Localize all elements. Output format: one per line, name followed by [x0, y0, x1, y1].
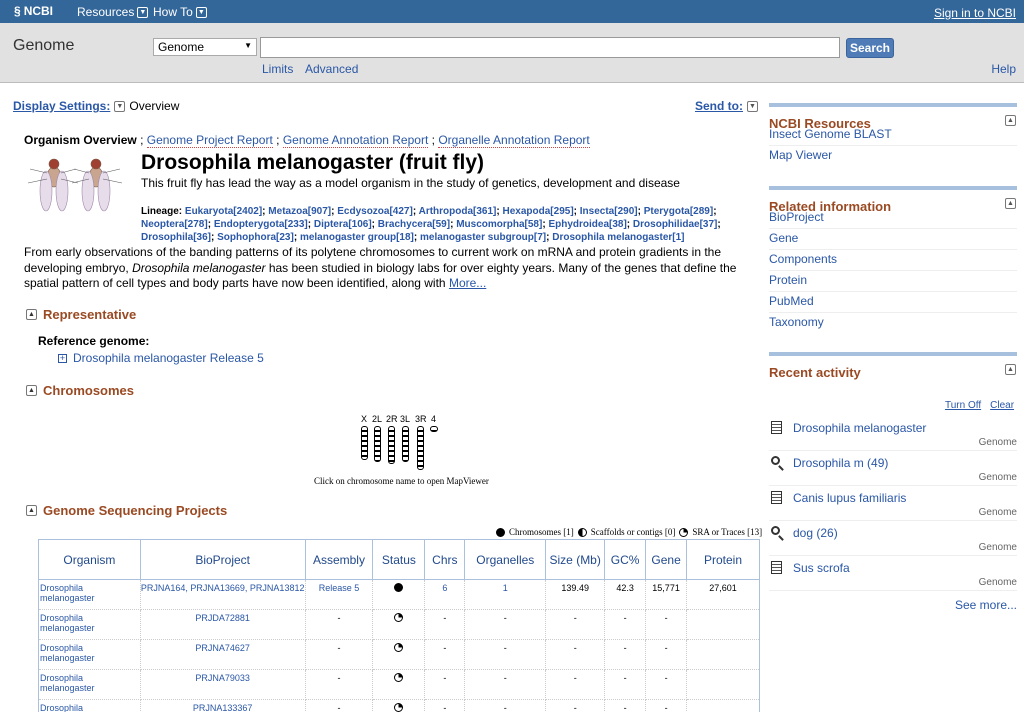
table-cell-assembly: - [305, 610, 373, 640]
table-cell-gc: - [605, 700, 646, 712]
chromosome-label[interactable]: 2L [372, 414, 383, 424]
status-cell [373, 610, 425, 640]
chromosome-note: Click on chromosome name to open MapViewer [314, 476, 489, 486]
table-cell-assembly: - [305, 700, 373, 712]
gsp-table [38, 539, 760, 712]
status-legend: Chromosomes [1] Scaffolds or contigs [0] SRA or Traces [13] [496, 527, 762, 537]
display-settings-link[interactable]: Display Settings: [13, 99, 111, 113]
sra-traces-status-icon [394, 613, 403, 622]
table-cell-size: - [546, 640, 605, 670]
collapse-icon[interactable]: ▲ [26, 309, 37, 320]
fruit-fly-image [24, 153, 130, 215]
sra-traces-status-icon [394, 673, 403, 682]
table-cell-assembly: - [305, 640, 373, 670]
table-cell-organelles: - [465, 700, 546, 712]
lineage-link[interactable]: Eukaryota[2402] [184, 206, 263, 217]
table-row [39, 640, 760, 670]
table-cell-chrs: - [425, 670, 465, 700]
search-bar [0, 23, 1024, 83]
table-cell-organism[interactable]: Drosophila [39, 700, 141, 712]
chromosomes-status-icon [496, 528, 505, 537]
table-cell-size: 139.49 [546, 580, 605, 610]
sidebar-item-bioproject[interactable]: BioProject [769, 208, 1017, 229]
reference-release-link[interactable]: Drosophila melanogaster Release 5 [73, 351, 264, 365]
column-header[interactable]: Organelles [465, 540, 546, 580]
advanced-link[interactable]: Advanced [305, 62, 359, 76]
table-header-row [39, 540, 760, 580]
display-settings [13, 99, 179, 113]
lineage-link[interactable]: Arthropoda[361] [418, 206, 497, 217]
chromosomes-status-icon [394, 583, 403, 592]
lineage-link[interactable]: Insecta[290] [579, 206, 638, 217]
dropdown-arrow-icon: ▼ [244, 41, 252, 50]
table-cell-gc: 42.3 [605, 580, 646, 610]
recent-activity-db: Genome [978, 577, 1017, 588]
recent-activity-text[interactable]: Sus scrofa [793, 561, 850, 575]
chromosome-2r-bar[interactable] [388, 426, 395, 464]
sra-traces-status-icon [394, 703, 403, 712]
column-header[interactable]: Organism [39, 540, 141, 580]
table-cell-size: - [546, 670, 605, 700]
display-mode: Overview [129, 99, 180, 113]
table-cell-gene: - [646, 640, 687, 670]
table-cell-gc: - [605, 610, 646, 640]
table-cell-gc: - [605, 640, 646, 670]
magnifier-icon [771, 526, 780, 535]
recent-activity-item[interactable] [769, 416, 1017, 451]
table-cell-gc: - [605, 670, 646, 700]
table-cell-chrs: - [425, 610, 465, 640]
lineage-link[interactable]: Metazoa[907] [268, 206, 332, 217]
status-cell [373, 670, 425, 700]
lineage-link[interactable]: melanogaster subgroup[7] [419, 232, 547, 243]
chevron-down-icon[interactable]: ▼ [747, 101, 758, 112]
ncbi-topbar [0, 0, 1024, 23]
column-header[interactable]: GC% [605, 540, 646, 580]
representative-section[interactable]: ▲ Representative [26, 307, 136, 322]
table-cell-assembly[interactable]: Release 5 [305, 580, 373, 610]
genome-annotation-report-link[interactable]: Genome Annotation Report [282, 133, 429, 147]
recent-activity-text[interactable]: Canis lupus familiaris [793, 491, 907, 505]
resources-menu[interactable]: Resources ▼ [77, 5, 148, 19]
table-cell-bioproject[interactable]: PRJNA74627 [140, 640, 305, 670]
column-header[interactable]: Assembly [305, 540, 373, 580]
organism-description: From early observations of the banding patterns of its polytene chromosomes to current work on mRNA and protein gradients in the developing embryo, Drosophila melanogaster has been studied in biology labs for over eighty years. Many of the genes that define the spatial pattern of cell types and body parts have now been identified, along with More... [24, 245, 737, 290]
overview-label: Organism Overview [24, 133, 137, 147]
lineage-link[interactable]: Brachycera[59] [377, 219, 451, 230]
chromosome-label[interactable]: 2R [386, 414, 398, 424]
lineage-link[interactable]: Drosophilidae[37] [632, 219, 718, 230]
table-cell-chrs[interactable]: 6 [425, 580, 465, 610]
table-cell-protein: 27,601 [687, 580, 760, 610]
chromosome-x-bar[interactable] [361, 426, 368, 460]
database-select[interactable]: Genome ▼ [153, 38, 257, 56]
table-cell-organelles: - [465, 610, 546, 640]
genome-project-report-link[interactable]: Genome Project Report [146, 133, 273, 147]
chromosomes-section[interactable]: ▲ Chromosomes [26, 383, 134, 398]
table-row [39, 670, 760, 700]
lineage: Lineage: Eukaryota[2402]; Metazoa[907]; Ecdysozoa[427]; Arthropoda[361]; Hexapoda[295]; Insecta[290]; Pterygota[289]; Neoptera[278]; Endopterygota[233]; Diptera[106]; Brachycera[59]; Muscomorpha[58]; Ephydroidea[38]; Drosophilidae[37]; Drosophila[36]; Sophophora[23]; melanogaster group[18]; melanogaster subgroup[7]; Drosophila melanogaster[1] [141, 206, 721, 243]
collapse-icon[interactable]: ▲ [1005, 364, 1016, 375]
collapse-icon[interactable]: ▲ [26, 385, 37, 396]
status-cell [373, 580, 425, 610]
overview-links: Organism Overview ; Genome Project Report ; Genome Annotation Report ; Organelle Annotation Report [24, 133, 590, 147]
collapse-icon[interactable]: ▲ [26, 505, 37, 516]
table-cell-gene: - [646, 700, 687, 712]
chevron-down-icon: ▼ [196, 7, 207, 18]
recent-activity-text[interactable]: Drosophila m (49) [793, 456, 889, 470]
chromosome-label[interactable]: 4 [431, 414, 437, 424]
lineage-link[interactable]: Endopterygota[233] [213, 219, 308, 230]
organelle-annotation-report-link[interactable]: Organelle Annotation Report [438, 133, 590, 147]
column-header[interactable]: Status [373, 540, 425, 580]
limits-link[interactable]: Limits [262, 62, 294, 76]
chromosome-3r-bar[interactable] [417, 426, 424, 470]
help-link[interactable]: Help [991, 62, 1016, 76]
recent-activity-db: Genome [978, 472, 1017, 483]
sidebar-item-gene[interactable]: Gene [769, 229, 1017, 250]
chromosome-label[interactable]: 3L [400, 414, 411, 424]
lineage-link[interactable]: Drosophila melanogaster[1] [552, 232, 685, 243]
table-cell-protein [687, 640, 760, 670]
organism-title: Drosophila melanogaster (fruit fly) [141, 151, 485, 174]
recent-activity-item[interactable] [769, 556, 1017, 591]
table-cell-organism[interactable]: Drosophila melanogaster [39, 670, 141, 700]
lineage-link[interactable]: Ephydroidea[38] [548, 219, 627, 230]
recent-activity-item[interactable] [769, 521, 1017, 556]
table-cell-organelles: - [465, 640, 546, 670]
right-sidebar [769, 103, 1017, 380]
recent-activity-db: Genome [978, 437, 1017, 448]
table-cell-bioproject[interactable]: PRJNA79033 [140, 670, 305, 700]
chevron-down-icon: ▼ [137, 7, 148, 18]
table-cell-organism[interactable]: Drosophila melanogaster [39, 580, 141, 610]
document-icon [771, 561, 782, 574]
ncbi-resources-heading: NCBI Resources ▲ [769, 103, 1017, 125]
clear-link[interactable]: Clear [990, 400, 1015, 411]
status-cell [373, 640, 425, 670]
recent-activity-text[interactable]: dog (26) [793, 526, 838, 540]
column-header[interactable]: BioProject [140, 540, 305, 580]
status-cell [373, 700, 425, 712]
sidebar-item-taxonomy[interactable]: Taxonomy [769, 315, 824, 329]
send-to-link[interactable]: Send to: [695, 99, 743, 113]
table-cell-size: - [546, 610, 605, 640]
table-cell-gene: - [646, 670, 687, 700]
more-link[interactable]: More... [448, 276, 487, 290]
table-cell-protein [687, 700, 760, 712]
table-cell-chrs: - [425, 700, 465, 712]
expand-icon[interactable]: + [59, 352, 66, 363]
lineage-link[interactable]: Drosophila[36] [141, 232, 212, 243]
reference-release [58, 351, 264, 365]
see-more-link[interactable]: See more... [954, 598, 1017, 612]
table-row [39, 700, 760, 712]
send-to [695, 99, 758, 113]
table-cell-chrs: - [425, 640, 465, 670]
sra-traces-status-icon [679, 528, 688, 537]
recent-activity-heading: Recent activity ▲ [769, 352, 1017, 374]
recent-activity-controls [945, 400, 1014, 411]
sidebar-item-pubmed[interactable]: PubMed [769, 292, 1017, 313]
table-cell-size: - [546, 700, 605, 712]
chromosome-4-bar[interactable] [430, 426, 438, 432]
turn-off-link[interactable]: Turn Off [945, 400, 982, 411]
search-button[interactable]: Search [846, 38, 894, 58]
lineage-link[interactable]: Sophophora[23] [217, 232, 294, 243]
organism-subtitle: This fruit fly has lead the way as a model organism in the study of genetics, development and disease [141, 176, 680, 190]
magnifier-icon [771, 456, 780, 465]
table-row [39, 610, 760, 640]
lineage-link[interactable]: Ecdysozoa[427] [337, 206, 413, 217]
ncbi-helix-icon: § [14, 4, 21, 18]
recent-activity-text[interactable]: Drosophila melanogaster [793, 421, 927, 435]
lineage-link[interactable]: Hexapoda[295] [502, 206, 574, 217]
recent-activity-item[interactable] [769, 486, 1017, 521]
sidebar-item-components[interactable]: Components [769, 250, 1017, 271]
chromosome-map [358, 414, 448, 474]
database-name: Genome [13, 37, 75, 54]
column-header[interactable]: Chrs [425, 540, 465, 580]
chevron-down-icon[interactable]: ▼ [114, 101, 125, 112]
lineage-link[interactable]: Diptera[106] [313, 219, 372, 230]
search-input[interactable] [260, 37, 840, 58]
column-header[interactable]: Gene [646, 540, 687, 580]
sidebar-item-insect-blast[interactable]: Insect Genome BLAST [769, 125, 1017, 146]
lineage-link[interactable]: melanogaster group[18] [299, 232, 414, 243]
table-cell-organelles: - [465, 670, 546, 700]
sidebar-item-protein[interactable]: Protein [769, 271, 1017, 292]
table-row [39, 580, 760, 610]
gsp-section[interactable]: ▲ Genome Sequencing Projects [26, 503, 227, 518]
recent-activity-item[interactable] [769, 451, 1017, 486]
reference-genome-label: Reference genome: [38, 334, 150, 348]
chromosome-label[interactable]: X [361, 414, 368, 424]
table-cell-bioproject[interactable]: PRJNA133367 [140, 700, 305, 712]
chromosome-3l-bar[interactable] [402, 426, 409, 462]
related-info-heading: Related information ▲ [769, 186, 1017, 208]
table-cell-organelles[interactable]: 1 [465, 580, 546, 610]
column-header[interactable]: Size (Mb) [546, 540, 605, 580]
lineage-link[interactable]: Muscomorpha[58] [456, 219, 543, 230]
recent-activity-db: Genome [978, 507, 1017, 518]
lineage-link[interactable]: Neoptera[278] [141, 219, 208, 230]
column-header[interactable]: Protein [687, 540, 760, 580]
sra-traces-status-icon [394, 643, 403, 652]
ncbi-logo[interactable]: § NCBI [14, 4, 54, 18]
table-cell-protein [687, 610, 760, 640]
table-cell-bioproject[interactable]: PRJNA164, PRJNA13669, PRJNA13812 [140, 580, 305, 610]
table-cell-assembly: - [305, 670, 373, 700]
scaffolds-status-icon [578, 528, 587, 537]
document-icon [771, 421, 782, 434]
table-cell-gene: 15,771 [646, 580, 687, 610]
lineage-link[interactable]: Pterygota[289] [643, 206, 714, 217]
table-cell-organism[interactable]: Drosophila melanogaster [39, 610, 141, 640]
table-cell-bioproject[interactable]: PRJDA72881 [140, 610, 305, 640]
chromosome-2l-bar[interactable] [374, 426, 381, 462]
howto-menu[interactable]: How To ▼ [153, 5, 207, 19]
table-cell-gene: - [646, 610, 687, 640]
recent-activity-db: Genome [978, 542, 1017, 553]
sign-in-link[interactable]: Sign in to NCBI [933, 6, 1016, 20]
collapse-icon[interactable]: ▲ [1005, 198, 1016, 209]
table-cell-organism[interactable]: Drosophila melanogaster [39, 640, 141, 670]
collapse-icon[interactable]: ▲ [1005, 115, 1016, 126]
table-cell-protein [687, 670, 760, 700]
sidebar-item-map-viewer[interactable]: Map Viewer [769, 148, 833, 162]
document-icon [771, 491, 782, 504]
chromosome-label[interactable]: 3R [415, 414, 427, 424]
